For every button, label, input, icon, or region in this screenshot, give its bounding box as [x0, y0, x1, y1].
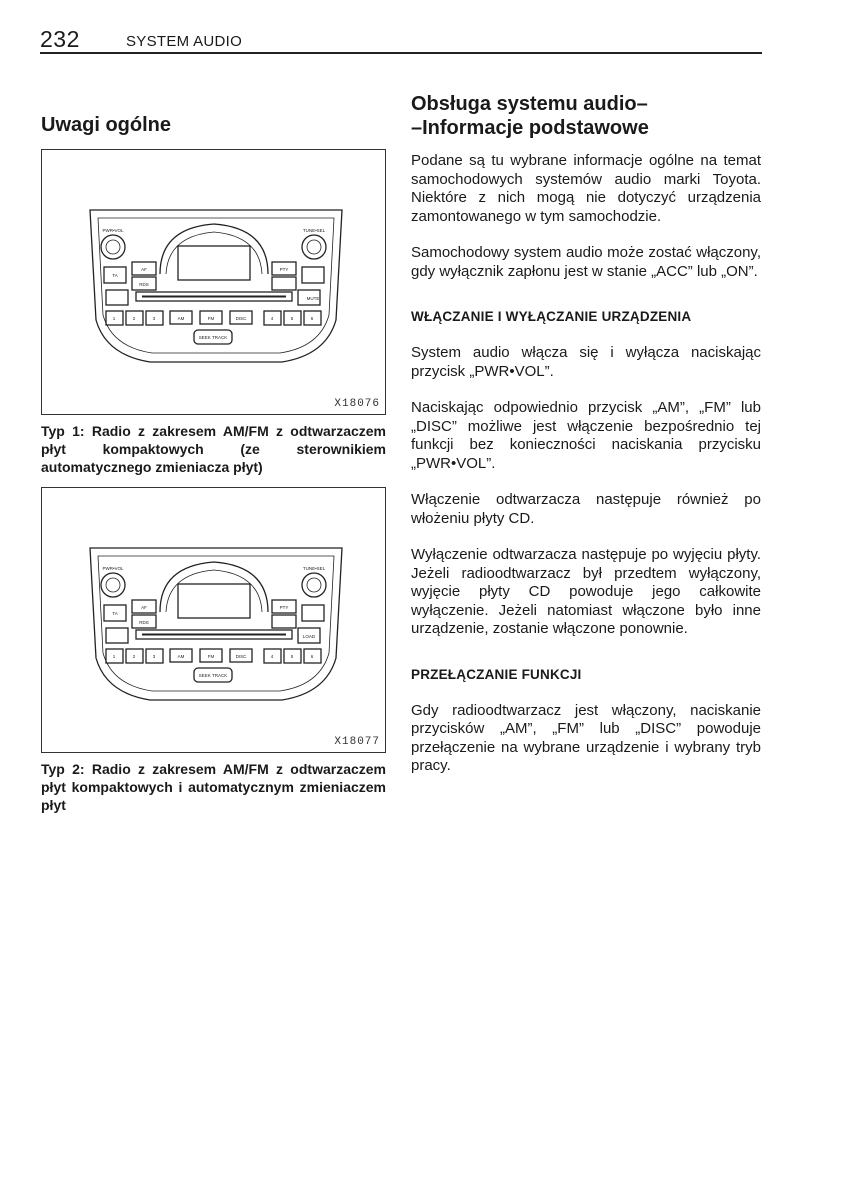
intro-paragraph-2: Samochodowy system audio może zostać włączony, gdy wyłącznik zapłonu jest w stanie „ACC” lub „ON”.: [411, 244, 761, 280]
radio-illustration: [42, 488, 385, 752]
label-af: AF: [141, 605, 147, 610]
figure-radio-type1: [41, 149, 386, 415]
power-paragraph-4: Wyłączenie odtwarzacza następuje po wyjęciu płyty. Jeżeli radioodtwarzacz był przedtem wyłączony, wyjęcie płyty CD powoduje jego całkowite wyłączenie. Jeżeli natomiast włączone było inne urządzenie, zostanie włączone ponownie.: [411, 546, 761, 637]
label-fm: FM: [207, 316, 215, 321]
figure-caption: Typ 1: Radio z zakresem AM/FM z odtwarzaczem płyt kompaktowych (ze sterownikiem automatycznego zmieniacza płyt): [41, 423, 386, 475]
preset-3: 3: [152, 654, 156, 659]
preset-1: 1: [112, 654, 116, 659]
section-heading-power: WŁĄCZANIE I WYŁĄCZANIE URZĄDZENIA: [411, 309, 692, 324]
label-am: AM: [177, 316, 185, 321]
preset-1: 1: [112, 316, 116, 321]
label-ta: TA: [112, 611, 118, 616]
label-ta: TA: [112, 273, 118, 278]
label-mute: MUTE: [306, 296, 320, 301]
label-af: AF: [141, 267, 147, 272]
power-paragraph-2: Naciskając odpowiednio przycisk „AM”, „FM” lub „DISC” możliwe jest włączenie bezpośrednio tej funkcji bez konieczności naciskania przycisku „PWR•VOL”.: [411, 399, 761, 472]
radio-illustration: [42, 150, 385, 414]
label-seek: SEEK TRACK: [198, 673, 228, 678]
preset-4: 4: [270, 316, 274, 321]
preset-2: 2: [132, 654, 136, 659]
label-disc: DISC: [235, 654, 247, 659]
label-tune: TUNE•SEL: [302, 228, 326, 233]
figure-radio-type2: [41, 487, 386, 753]
section-heading-switching: PRZEŁĄCZANIE FUNKCJI: [411, 666, 582, 682]
label-fm: FM: [207, 654, 215, 659]
label-disc: DISC: [235, 316, 247, 321]
power-paragraph-3: Włączenie odtwarzacza następuje również po włożeniu płyty CD.: [411, 491, 761, 527]
preset-2: 2: [132, 316, 136, 321]
right-column: [411, 92, 761, 794]
right-heading: [411, 92, 761, 140]
preset-6: 6: [310, 316, 314, 321]
power-paragraph-1: System audio włącza się i wyłącza naciskając przycisk „PWR•VOL”.: [411, 344, 761, 380]
switching-paragraph-1: Gdy radioodtwarzacz jest włączony, naciskanie przycisków „AM”, „FM” lub „DISC” powoduje przełączenie na wybrane urządzenie i wybrany tryb pracy.: [411, 701, 761, 774]
page-number: 232: [40, 26, 80, 52]
label-pwr-vol: PWR•VOL: [102, 566, 124, 571]
preset-4: 4: [270, 654, 274, 659]
preset-3: 3: [152, 316, 156, 321]
label-seek: SEEK TRACK: [198, 335, 228, 340]
page-header: [40, 26, 762, 54]
preset-5: 5: [290, 316, 294, 321]
left-column: [41, 113, 386, 814]
figure-caption: Typ 2: Radio z zakresem AM/FM z odtwarzaczem płyt kompaktowych i automatycznym zmieniaczem płyt: [41, 761, 386, 813]
figure-code: X18077: [334, 736, 380, 748]
label-pty: PTY: [279, 267, 289, 272]
right-heading-line2: –Informacje podstawowe: [411, 117, 649, 139]
preset-5: 5: [290, 654, 294, 659]
label-am: AM: [177, 654, 185, 659]
figure-code: X18076: [334, 398, 380, 410]
label-rds: RDS: [139, 282, 149, 287]
label-load: LOAD: [302, 634, 316, 639]
label-tune: TUNE•SEL: [302, 566, 326, 571]
section-title: SYSTEM AUDIO: [126, 33, 243, 50]
left-heading: Uwagi ogólne: [41, 114, 171, 136]
label-pwr-vol: PWR•VOL: [102, 228, 124, 233]
label-pty: PTY: [279, 605, 289, 610]
right-heading-line1: Obsługa systemu audio–: [411, 93, 648, 115]
label-rds: RDS: [139, 620, 149, 625]
preset-6: 6: [310, 654, 314, 659]
intro-paragraph-1: Podane są tu wybrane informacje ogólne na temat samochodowych systemów audio marki Toyota. Niektóre z nich mogą nie dotyczyć urządzenia zamontowanego w tym samochodzie.: [411, 152, 761, 225]
